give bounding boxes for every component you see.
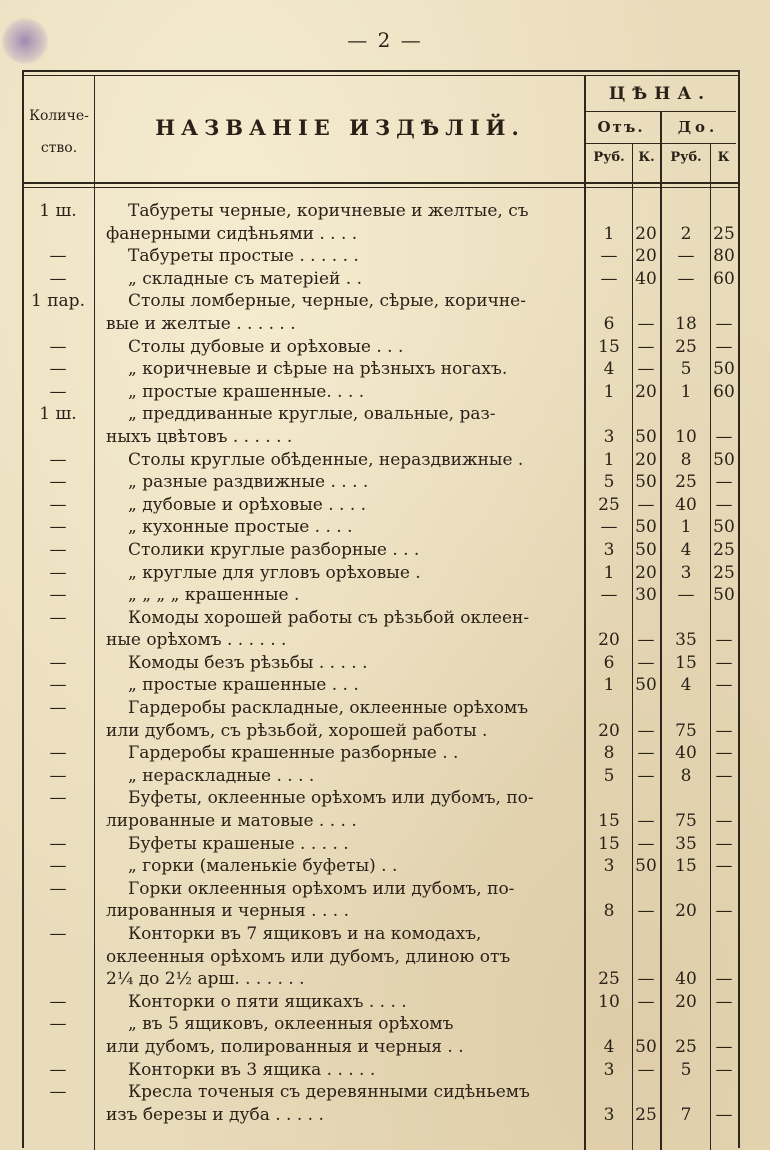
item-name-text: „ кухонные простые . . . . bbox=[128, 517, 353, 538]
row-line bbox=[22, 720, 738, 743]
row-line bbox=[22, 629, 738, 652]
table-row bbox=[22, 381, 738, 404]
row-line bbox=[22, 562, 738, 585]
item-name-text: Комоды хорошей работы съ рѣзьбой оклеен- bbox=[128, 607, 530, 628]
price-from-kop: 25 bbox=[635, 1104, 657, 1125]
quantity-cell: — bbox=[49, 675, 67, 696]
table-row bbox=[22, 516, 738, 539]
quantity-header-line2: ство. bbox=[40, 140, 78, 156]
price-to-kop: — bbox=[715, 313, 733, 334]
price-from-kop: 30 bbox=[635, 585, 657, 606]
item-name-text: Гардеробы крашенные разборные . . bbox=[128, 743, 459, 764]
price-to-kop: — bbox=[715, 1104, 733, 1125]
header-bottom-rule-inner bbox=[22, 187, 738, 188]
quantity-cell: 1 ш. bbox=[39, 404, 77, 425]
price-from-rub: 6 bbox=[603, 313, 615, 334]
table-row bbox=[22, 449, 738, 472]
row-line bbox=[22, 923, 738, 946]
price-from-rub: 10 bbox=[598, 991, 620, 1012]
price-from-kop: — bbox=[637, 765, 655, 786]
to-rub-header: Руб. bbox=[670, 150, 702, 165]
price-to-rub: 4 bbox=[680, 675, 692, 696]
row-line bbox=[22, 471, 738, 494]
price-to-rub: 35 bbox=[675, 630, 697, 651]
quantity-cell: — bbox=[49, 472, 67, 493]
price-to-rub: 2 bbox=[680, 223, 692, 244]
price-to-kop: — bbox=[715, 426, 733, 447]
price-from-kop: — bbox=[637, 336, 655, 357]
table-top-rule bbox=[22, 70, 738, 72]
price-from-rub: 1 bbox=[603, 223, 615, 244]
quantity-cell: — bbox=[49, 585, 67, 606]
price-to-kop: 25 bbox=[713, 539, 735, 560]
price-from-kop: — bbox=[637, 811, 655, 832]
table-top-rule-inner bbox=[22, 75, 738, 76]
table-row bbox=[22, 652, 738, 675]
item-name-text: Столы дубовые и орѣховые . . . bbox=[128, 336, 404, 357]
currency-subheader-rule bbox=[584, 143, 736, 144]
quantity-cell: — bbox=[49, 765, 67, 786]
price-to-kop: — bbox=[715, 494, 733, 515]
price-from-rub: 3 bbox=[603, 426, 615, 447]
from-kop-header: К. bbox=[638, 150, 655, 165]
price-from-kop: 20 bbox=[635, 449, 657, 470]
row-line bbox=[22, 765, 738, 788]
item-name-text: Буфеты, оклеенные орѣхомъ или дубомъ, по- bbox=[128, 788, 534, 809]
item-name-text: Табуреты простые . . . . . . bbox=[128, 246, 359, 267]
row-line bbox=[22, 426, 738, 449]
quantity-cell: — bbox=[49, 359, 67, 380]
price-to-kop: 50 bbox=[713, 359, 735, 380]
item-name-text: оклеенныя орѣхомъ или дубомъ, длиною отъ bbox=[106, 946, 511, 967]
row-line bbox=[22, 494, 738, 517]
price-from-kop: — bbox=[637, 743, 655, 764]
item-name-text: „ „ „ „ крашенные . bbox=[128, 585, 300, 606]
price-from-header: Отъ. bbox=[597, 118, 645, 136]
table-row bbox=[22, 562, 738, 585]
item-name-text: лированные и матовые . . . . bbox=[106, 811, 357, 832]
quantity-cell: — bbox=[49, 743, 67, 764]
price-subheader-rule bbox=[584, 111, 736, 112]
price-to-rub: 40 bbox=[675, 494, 697, 515]
row-line bbox=[22, 742, 738, 765]
row-line bbox=[22, 539, 738, 562]
item-name-text: Конторки о пяти ящикахъ . . . . bbox=[128, 991, 407, 1012]
price-to-rub: 3 bbox=[680, 562, 692, 583]
price-to-rub: 25 bbox=[675, 472, 697, 493]
item-name-text: „ складные съ матерiей . . bbox=[128, 268, 362, 289]
row-line bbox=[22, 810, 738, 833]
quantity-cell: — bbox=[49, 698, 67, 719]
quantity-cell: — bbox=[49, 856, 67, 877]
price-to-rub: 10 bbox=[675, 426, 697, 447]
price-from-rub: 3 bbox=[603, 1059, 615, 1080]
table-row bbox=[22, 923, 738, 991]
row-line bbox=[22, 516, 738, 539]
price-from-kop: — bbox=[637, 494, 655, 515]
item-name-text: Горки оклеенныя орѣхомъ или дубомъ, по- bbox=[128, 878, 515, 899]
table-row bbox=[22, 336, 738, 359]
table-row bbox=[22, 855, 738, 878]
item-name-text: ные орѣхомъ . . . . . . bbox=[106, 630, 287, 651]
quantity-cell: — bbox=[49, 1014, 67, 1035]
quantity-cell: — bbox=[49, 517, 67, 538]
row-line bbox=[22, 697, 738, 720]
price-from-kop: 50 bbox=[635, 856, 657, 877]
price-to-kop: — bbox=[715, 811, 733, 832]
price-from-rub: 8 bbox=[603, 743, 615, 764]
price-from-rub: 1 bbox=[603, 449, 615, 470]
item-name-text: „ круглые для угловъ орѣховые . bbox=[128, 562, 421, 583]
price-from-rub: 4 bbox=[603, 1036, 615, 1057]
price-to-rub: 40 bbox=[675, 969, 697, 990]
table-row bbox=[22, 403, 738, 448]
row-line bbox=[22, 607, 738, 630]
item-name-text: „ дубовые и орѣховые . . . . bbox=[128, 494, 367, 515]
price-to-rub: — bbox=[677, 268, 695, 289]
price-to-kop: — bbox=[715, 991, 733, 1012]
price-to-kop: 25 bbox=[713, 223, 735, 244]
table-row bbox=[22, 1059, 738, 1082]
item-name-text: ныхъ цвѣтовъ . . . . . . bbox=[106, 426, 293, 447]
price-to-kop: — bbox=[715, 901, 733, 922]
row-line bbox=[22, 403, 738, 426]
page-number: — 2 — bbox=[347, 28, 423, 52]
price-to-kop: — bbox=[715, 336, 733, 357]
price-from-rub: — bbox=[600, 517, 618, 538]
price-to-kop: — bbox=[715, 1036, 733, 1057]
row-line bbox=[22, 313, 738, 336]
item-name-text: лированныя и черныя . . . . bbox=[106, 901, 350, 922]
quantity-cell: — bbox=[49, 652, 67, 673]
price-from-rub: 25 bbox=[598, 969, 620, 990]
item-name-text: Табуреты черные, коричневые и желтые, съ bbox=[128, 201, 529, 221]
price-from-rub: 3 bbox=[603, 539, 615, 560]
price-to-kop: — bbox=[715, 630, 733, 651]
price-to-rub: 8 bbox=[680, 765, 692, 786]
price-from-kop: 50 bbox=[635, 1036, 657, 1057]
price-to-rub: 15 bbox=[675, 856, 697, 877]
row-line bbox=[22, 449, 738, 472]
price-from-rub: 8 bbox=[603, 901, 615, 922]
row-line bbox=[22, 878, 738, 901]
price-from-kop: — bbox=[637, 630, 655, 651]
row-line bbox=[22, 968, 738, 991]
price-to-kop: — bbox=[715, 675, 733, 696]
price-to-kop: 50 bbox=[713, 517, 735, 538]
price-to-kop: 80 bbox=[713, 246, 735, 267]
table-row bbox=[22, 787, 738, 832]
item-name-text: „ преддиванные круглые, овальные, раз- bbox=[128, 404, 496, 425]
price-from-kop: 50 bbox=[635, 426, 657, 447]
quantity-cell: — bbox=[49, 336, 67, 357]
quantity-cell: — bbox=[49, 246, 67, 267]
price-to-rub: 75 bbox=[675, 720, 697, 741]
quantity-cell: 1 ш. bbox=[39, 201, 77, 221]
from-rub-header: Руб. bbox=[593, 150, 625, 165]
price-from-kop: — bbox=[637, 901, 655, 922]
row-line bbox=[22, 1036, 738, 1059]
price-from-kop: — bbox=[637, 969, 655, 990]
price-from-rub: — bbox=[600, 246, 618, 267]
table-row bbox=[22, 494, 738, 517]
quantity-cell: 1 пар. bbox=[31, 291, 85, 312]
quantity-cell: — bbox=[49, 607, 67, 628]
price-to-rub: 8 bbox=[680, 449, 692, 470]
quantity-cell: — bbox=[49, 494, 67, 515]
header-bottom-rule bbox=[22, 182, 738, 184]
quantity-cell: — bbox=[49, 991, 67, 1012]
price-from-kop: 50 bbox=[635, 472, 657, 493]
price-from-kop: 20 bbox=[635, 246, 657, 267]
item-name-text: „ простые крашенные . . . bbox=[128, 675, 359, 696]
quantity-cell: — bbox=[49, 268, 67, 289]
item-name-text: вые и желтые . . . . . . bbox=[106, 313, 296, 334]
item-name-text: изъ березы и дуба . . . . . bbox=[106, 1104, 324, 1125]
price-from-rub: 15 bbox=[598, 336, 620, 357]
quantity-cell: — bbox=[49, 1059, 67, 1080]
price-to-rub: 4 bbox=[680, 539, 692, 560]
price-to-rub: 1 bbox=[680, 381, 692, 402]
item-name-text: „ горки (маленькiе буфеты) . . bbox=[128, 856, 398, 877]
price-from-rub: 5 bbox=[603, 472, 615, 493]
item-name-header: НАЗВАНIЕ ИЗДѢЛIЙ. bbox=[155, 115, 525, 140]
price-from-rub: 25 bbox=[598, 494, 620, 515]
price-from-kop: 20 bbox=[635, 562, 657, 583]
price-to-rub: 20 bbox=[675, 901, 697, 922]
price-from-rub: — bbox=[600, 585, 618, 606]
item-name-text: Комоды безъ рѣзьбы . . . . . bbox=[128, 652, 368, 673]
price-from-kop: 20 bbox=[635, 381, 657, 402]
price-to-rub: 35 bbox=[675, 833, 697, 854]
price-from-kop: 50 bbox=[635, 675, 657, 696]
price-to-kop: — bbox=[715, 969, 733, 990]
quantity-cell: — bbox=[49, 924, 67, 944]
price-list bbox=[22, 200, 738, 1126]
row-line bbox=[22, 358, 738, 381]
table-row bbox=[22, 245, 738, 268]
table-row bbox=[22, 607, 738, 652]
price-from-kop: — bbox=[637, 720, 655, 741]
price-to-rub: 75 bbox=[675, 811, 697, 832]
price-to-rub: 15 bbox=[675, 652, 697, 673]
price-to-rub: — bbox=[677, 585, 695, 606]
table-row bbox=[22, 358, 738, 381]
price-to-rub: 5 bbox=[680, 1059, 692, 1080]
price-from-kop: 40 bbox=[635, 268, 657, 289]
row-line bbox=[22, 833, 738, 856]
price-header: ЦѢНА. bbox=[608, 84, 712, 104]
row-line bbox=[22, 245, 738, 268]
price-to-kop: — bbox=[715, 765, 733, 786]
item-name-text: Буфеты крашеные . . . . . bbox=[128, 833, 349, 854]
table-row bbox=[22, 674, 738, 697]
price-from-kop: 20 bbox=[635, 223, 657, 244]
row-line bbox=[22, 1013, 738, 1036]
price-to-kop: — bbox=[715, 856, 733, 877]
quantity-cell: — bbox=[49, 833, 67, 854]
price-to-kop: 60 bbox=[713, 381, 735, 402]
price-to-kop: — bbox=[715, 833, 733, 854]
row-line bbox=[22, 223, 738, 246]
item-name-text: фанерными сидѣньями . . . . bbox=[106, 223, 358, 244]
price-from-rub: 3 bbox=[603, 1104, 615, 1125]
price-to-kop: — bbox=[715, 652, 733, 673]
price-from-rub: 6 bbox=[603, 652, 615, 673]
price-from-rub: 20 bbox=[598, 720, 620, 741]
price-to-kop: — bbox=[715, 472, 733, 493]
item-name-text: „ разные раздвижные . . . . bbox=[128, 472, 369, 493]
row-line bbox=[22, 1059, 738, 1082]
table-row bbox=[22, 991, 738, 1014]
item-name-text: Столы ломберные, черные, сѣрые, коричне- bbox=[128, 291, 526, 312]
item-name-text: „ простые крашенные. . . . bbox=[128, 381, 365, 402]
price-to-kop: — bbox=[715, 720, 733, 741]
table-row bbox=[22, 1081, 738, 1126]
table-row bbox=[22, 539, 738, 562]
item-name-text: Кресла точеныя съ деревянными сидѣньемъ bbox=[128, 1082, 530, 1103]
price-from-rub: 3 bbox=[603, 856, 615, 877]
item-name-text: Столики круглые разборные . . . bbox=[128, 539, 420, 560]
price-to-kop: — bbox=[715, 1059, 733, 1080]
price-from-rub: — bbox=[600, 268, 618, 289]
price-to-rub: 20 bbox=[675, 991, 697, 1012]
row-line bbox=[22, 991, 738, 1014]
table-row bbox=[22, 742, 738, 765]
item-name-text: Столы круглые обѣденные, нераздвижные . bbox=[128, 449, 524, 470]
price-from-rub: 15 bbox=[598, 811, 620, 832]
row-line bbox=[22, 946, 738, 969]
table-row bbox=[22, 200, 738, 245]
quantity-header-line1: Количе- bbox=[29, 108, 89, 124]
table-row bbox=[22, 584, 738, 607]
quantity-cell: — bbox=[49, 878, 67, 899]
row-line bbox=[22, 290, 738, 313]
price-from-kop: — bbox=[637, 652, 655, 673]
price-to-header: До. bbox=[677, 118, 719, 136]
item-name-text: или дубомъ, съ рѣзьбой, хорошей работы . bbox=[106, 720, 488, 741]
item-name-text: Конторки въ 3 ящика . . . . . bbox=[128, 1059, 376, 1080]
item-name-text: „ коричневые и сѣрые на рѣзныхъ ногахъ. bbox=[128, 359, 508, 380]
price-from-rub: 5 bbox=[603, 765, 615, 786]
table-row bbox=[22, 878, 738, 923]
row-line bbox=[22, 268, 738, 291]
price-from-kop: — bbox=[637, 833, 655, 854]
price-from-rub: 4 bbox=[603, 359, 615, 380]
price-to-kop: 25 bbox=[713, 562, 735, 583]
price-to-kop: 50 bbox=[713, 449, 735, 470]
price-to-rub: 25 bbox=[675, 336, 697, 357]
to-kop-header: К bbox=[717, 150, 730, 165]
item-name-text: „ въ 5 ящиковъ, оклеенныя орѣхомъ bbox=[128, 1014, 454, 1035]
table-row bbox=[22, 833, 738, 856]
price-from-kop: — bbox=[637, 991, 655, 1012]
price-from-kop: 50 bbox=[635, 539, 657, 560]
quantity-cell: — bbox=[49, 449, 67, 470]
table-row bbox=[22, 697, 738, 742]
quantity-cell: — bbox=[49, 788, 67, 809]
price-from-kop: 50 bbox=[635, 517, 657, 538]
quantity-cell: — bbox=[49, 539, 67, 560]
price-from-kop: — bbox=[637, 359, 655, 380]
item-name-text: „ нераскладные . . . . bbox=[128, 765, 315, 786]
item-name-text: Конторки въ 7 ящиковъ и на комодахъ, bbox=[128, 924, 482, 944]
row-line bbox=[22, 336, 738, 359]
price-to-rub: 1 bbox=[680, 517, 692, 538]
price-from-rub: 1 bbox=[603, 675, 615, 696]
price-to-rub: 40 bbox=[675, 743, 697, 764]
quantity-cell: — bbox=[49, 1082, 67, 1103]
price-from-rub: 15 bbox=[598, 833, 620, 854]
price-to-kop: — bbox=[715, 743, 733, 764]
price-to-rub: 5 bbox=[680, 359, 692, 380]
row-line bbox=[22, 584, 738, 607]
row-line bbox=[22, 200, 738, 223]
price-from-kop: — bbox=[637, 313, 655, 334]
price-to-rub: 25 bbox=[675, 1036, 697, 1057]
item-name-text: 2¼ до 2½ арш. . . . . . . bbox=[106, 969, 305, 990]
price-from-kop: — bbox=[637, 1059, 655, 1080]
item-name-text: Гардеробы раскладные, оклеенные орѣхомъ bbox=[128, 698, 529, 719]
price-to-rub: 18 bbox=[675, 313, 697, 334]
table-row bbox=[22, 290, 738, 335]
item-name-text: или дубомъ, полированныя и черныя . . bbox=[106, 1036, 464, 1057]
quantity-cell: — bbox=[49, 562, 67, 583]
row-line bbox=[22, 381, 738, 404]
table-row bbox=[22, 268, 738, 291]
table-row bbox=[22, 1013, 738, 1058]
price-to-kop: 50 bbox=[713, 585, 735, 606]
price-from-rub: 1 bbox=[603, 381, 615, 402]
row-line bbox=[22, 787, 738, 810]
row-line bbox=[22, 900, 738, 923]
price-from-rub: 1 bbox=[603, 562, 615, 583]
row-line bbox=[22, 855, 738, 878]
price-to-rub: — bbox=[677, 246, 695, 267]
row-line bbox=[22, 652, 738, 675]
row-line bbox=[22, 1081, 738, 1104]
price-to-rub: 7 bbox=[680, 1104, 692, 1125]
table-row bbox=[22, 765, 738, 788]
price-to-kop: 60 bbox=[713, 268, 735, 289]
table-row bbox=[22, 471, 738, 494]
quantity-header bbox=[24, 100, 94, 164]
quantity-cell: — bbox=[49, 381, 67, 402]
row-line bbox=[22, 674, 738, 697]
row-line bbox=[22, 1104, 738, 1127]
price-from-rub: 20 bbox=[598, 630, 620, 651]
